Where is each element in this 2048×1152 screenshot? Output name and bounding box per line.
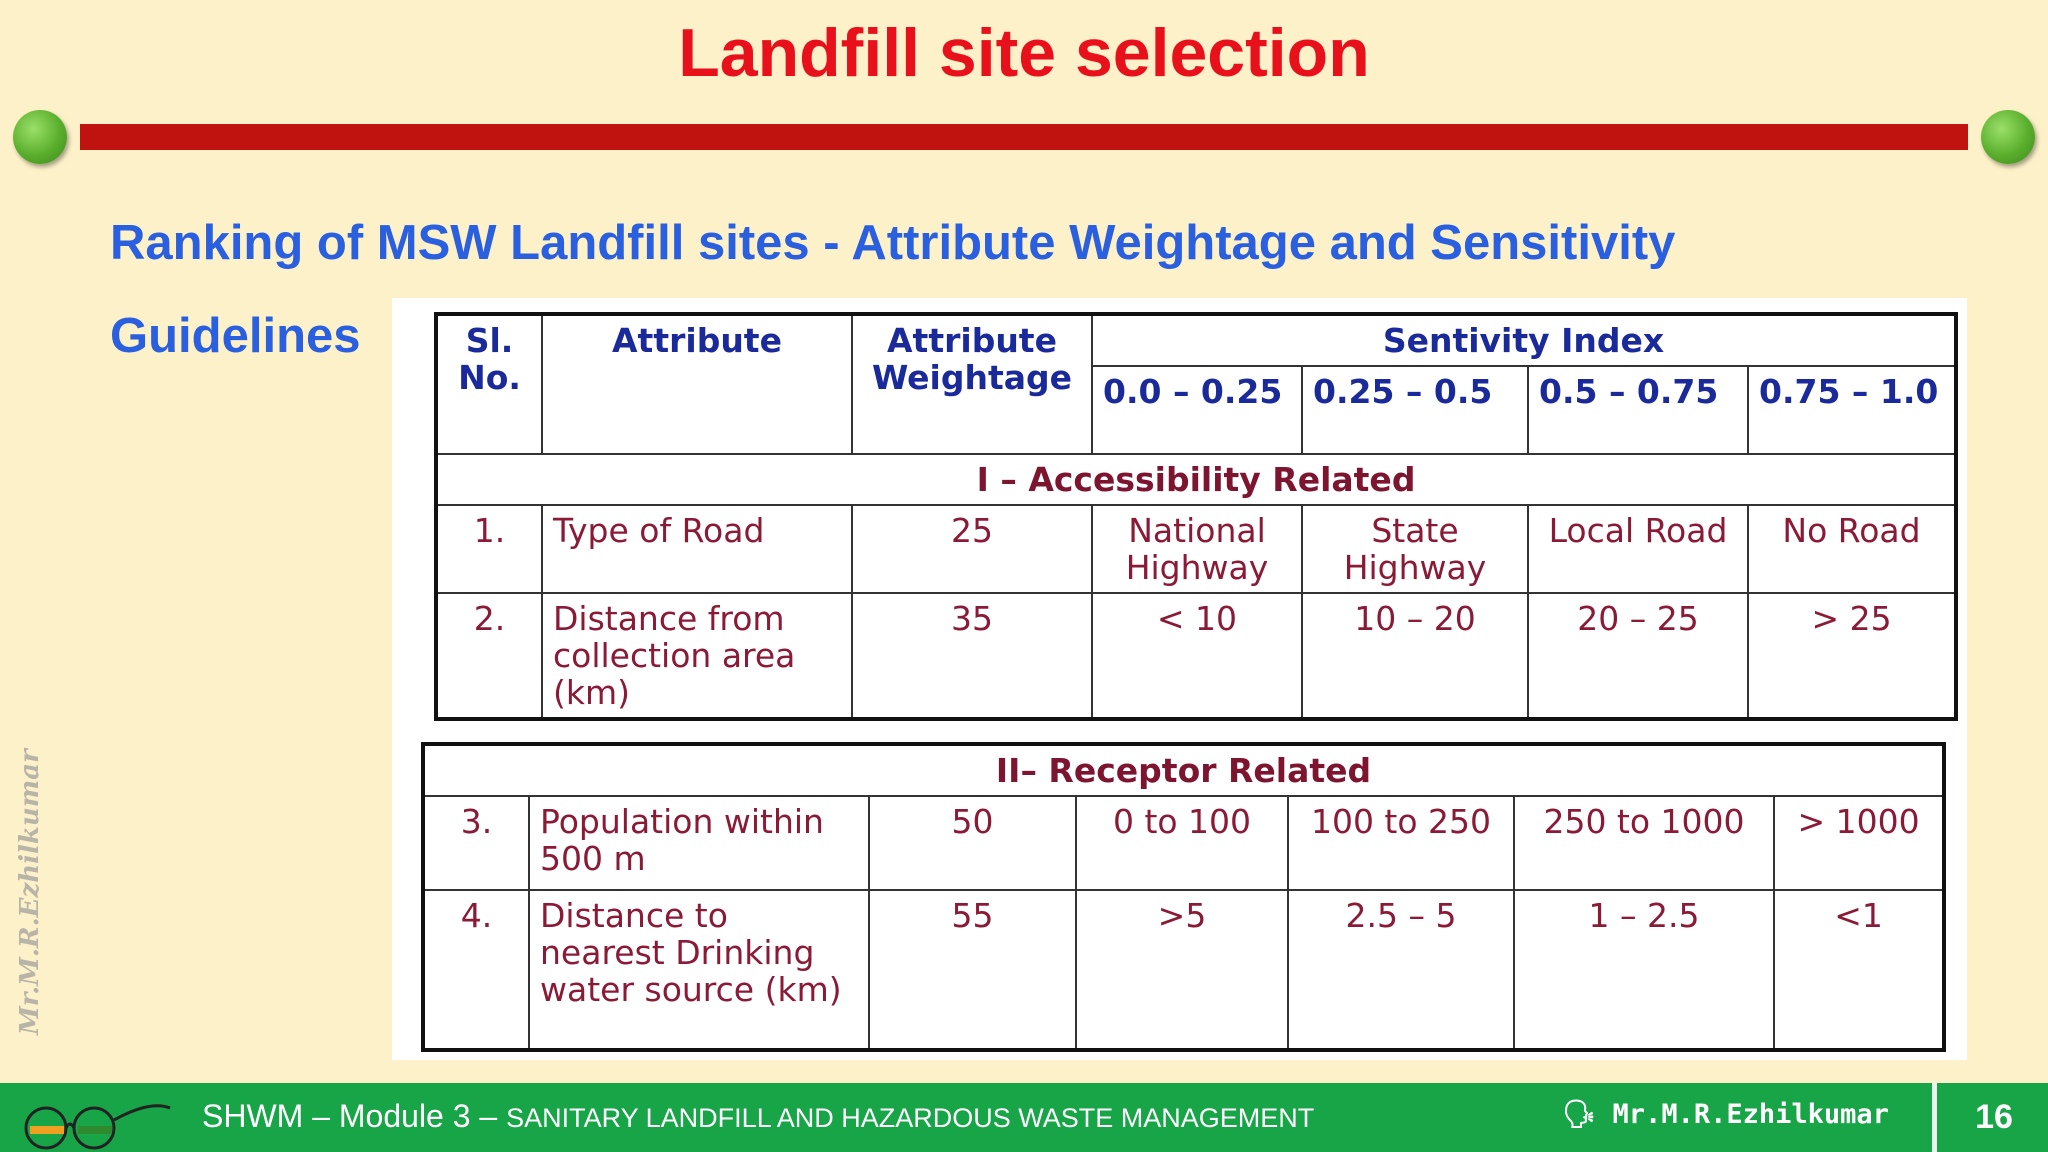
row-weight: 50: [869, 796, 1076, 890]
row-value-3: 20 – 25: [1528, 593, 1748, 719]
row-number: 4.: [423, 890, 529, 1050]
author-watermark: Mr.M.R.Ezhilkumar: [15, 749, 45, 1035]
row-value-1: >5: [1076, 890, 1288, 1050]
row-number: 3.: [423, 796, 529, 890]
header-range-4: 0.75 – 1.0: [1748, 366, 1956, 454]
speaker-icon: 🗣: [1562, 1099, 1613, 1130]
row-value-3: 250 to 1000: [1514, 796, 1774, 890]
row-attribute: Distance to nearest Drinking water source (km): [529, 890, 869, 1050]
table-row: [436, 593, 1956, 719]
row-weight: 35: [852, 593, 1092, 719]
header-range-3: 0.5 – 0.75: [1528, 366, 1748, 454]
table-row: [436, 505, 1956, 593]
row-value-4: > 1000: [1774, 796, 1944, 890]
footer-author: 🗣 Mr.M.R.Ezhilkumar: [1562, 1099, 1889, 1130]
right-green-dot: [1981, 110, 2035, 164]
row-value-4: <1: [1774, 890, 1944, 1050]
left-green-dot: [13, 110, 67, 164]
row-number: 1.: [436, 505, 542, 593]
row-attribute: Distance from collection area (km): [542, 593, 852, 719]
row-value-1: National Highway: [1092, 505, 1302, 593]
header-range-2: 0.25 – 0.5: [1302, 366, 1528, 454]
row-weight: 55: [869, 890, 1076, 1050]
footer-course-title: SHWM – Module 3 – SANITARY LANDFILL AND HAZARDOUS WASTE MANAGEMENT: [202, 1098, 1315, 1134]
title-divider-bar: [80, 124, 1968, 150]
slide-title: Landfill site selection: [678, 15, 1370, 91]
swachh-bharat-logo-icon: [10, 1090, 175, 1150]
row-value-2: 100 to 250: [1288, 796, 1514, 890]
row-value-4: No Road: [1748, 505, 1956, 593]
section-accessibility: I – Accessibility Related: [436, 454, 1956, 505]
row-value-2: 10 – 20: [1302, 593, 1528, 719]
header-range-1: 0.0 – 0.25: [1092, 366, 1302, 454]
row-value-1: 0 to 100: [1076, 796, 1288, 890]
page-number: 16: [1975, 1098, 2013, 1136]
section-receptor: II– Receptor Related: [423, 744, 1944, 796]
row-value-3: 1 – 2.5: [1514, 890, 1774, 1050]
accessibility-table: [434, 312, 1958, 721]
row-value-4: > 25: [1748, 593, 1956, 719]
header-sl-no: Sl. No.: [436, 314, 542, 454]
row-value-2: 2.5 – 5: [1288, 890, 1514, 1050]
receptor-table: [421, 742, 1946, 1052]
row-value-3: Local Road: [1528, 505, 1748, 593]
footer-separator: [1932, 1083, 1937, 1152]
header-weightage: Attribute Weightage: [852, 314, 1092, 454]
row-value-1: < 10: [1092, 593, 1302, 719]
header-sensitivity-index: Sentivity Index: [1092, 314, 1956, 366]
table-row: [423, 796, 1944, 890]
row-attribute: Population within 500 m: [529, 796, 869, 890]
row-number: 2.: [436, 593, 542, 719]
row-weight: 25: [852, 505, 1092, 593]
table-row: [423, 890, 1944, 1050]
row-value-2: State Highway: [1302, 505, 1528, 593]
header-attribute: Attribute: [542, 314, 852, 454]
row-attribute: Type of Road: [542, 505, 852, 593]
guidelines-label: Guidelines: [110, 309, 361, 363]
slide-subtitle: Ranking of MSW Landfill sites - Attribute Weightage and Sensitivity: [110, 216, 1676, 270]
